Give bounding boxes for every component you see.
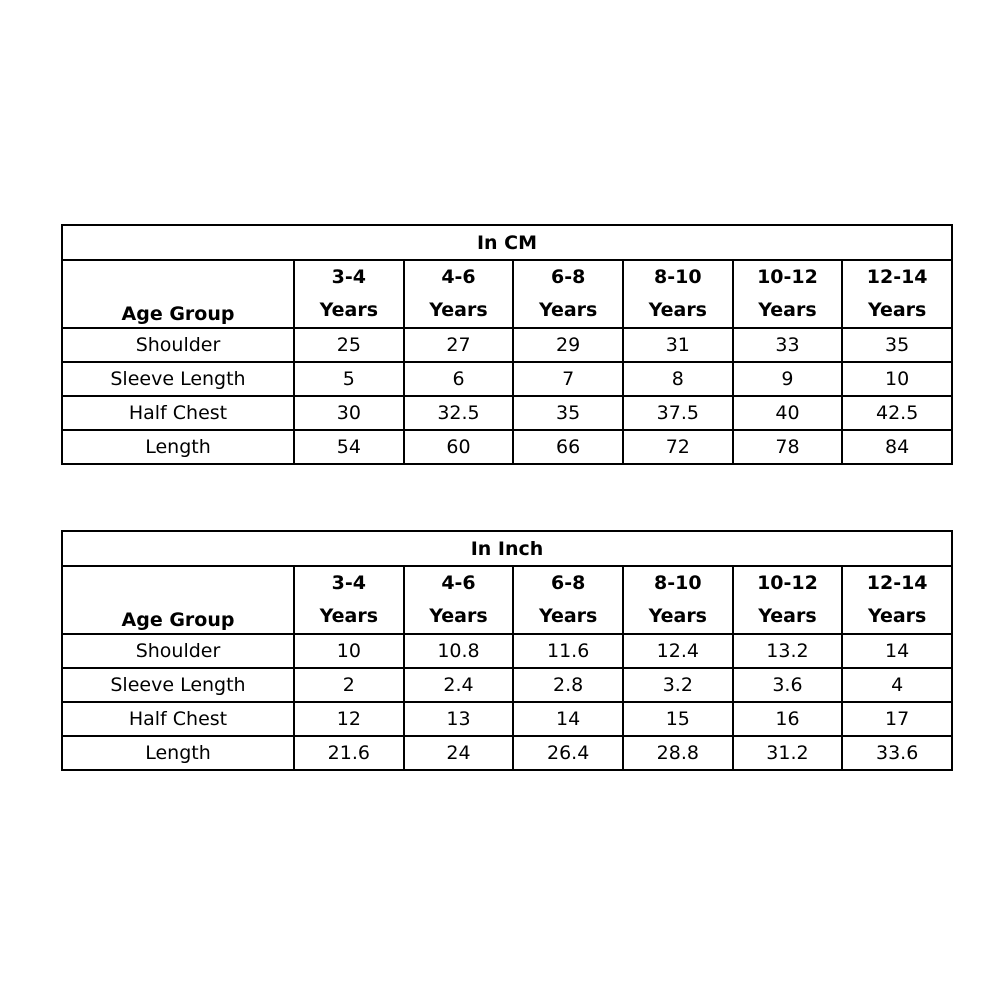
table-cell: 72 bbox=[623, 430, 733, 464]
row-label: Shoulder bbox=[62, 634, 294, 668]
table-cell: 2 bbox=[294, 668, 404, 702]
row-label: Half Chest bbox=[62, 396, 294, 430]
column-header: 4-6 Years bbox=[404, 260, 514, 328]
age-group-header: Age Group bbox=[62, 566, 294, 634]
table-cell: 2.4 bbox=[404, 668, 514, 702]
table-cell: 40 bbox=[733, 396, 843, 430]
table-cell: 30 bbox=[294, 396, 404, 430]
table-row bbox=[62, 328, 952, 362]
table-cell: 3.2 bbox=[623, 668, 733, 702]
table-row bbox=[62, 702, 952, 736]
table-cell: 37.5 bbox=[623, 396, 733, 430]
table-cell: 17 bbox=[842, 702, 952, 736]
table-cell: 9 bbox=[733, 362, 843, 396]
table-cell: 42.5 bbox=[842, 396, 952, 430]
size-table-cm bbox=[61, 224, 953, 465]
column-header: 4-6 Years bbox=[404, 566, 514, 634]
table-cell: 60 bbox=[404, 430, 514, 464]
table-row bbox=[62, 396, 952, 430]
table-cell: 32.5 bbox=[404, 396, 514, 430]
size-table-inch bbox=[61, 530, 953, 771]
table-cell: 25 bbox=[294, 328, 404, 362]
table-cell: 16 bbox=[733, 702, 843, 736]
column-header: 10-12 Years bbox=[733, 566, 843, 634]
table-cell: 84 bbox=[842, 430, 952, 464]
column-header: 8-10 Years bbox=[623, 260, 733, 328]
row-label: Half Chest bbox=[62, 702, 294, 736]
table-cell: 35 bbox=[513, 396, 623, 430]
table-cell: 4 bbox=[842, 668, 952, 702]
column-header: 12-14 Years bbox=[842, 260, 952, 328]
table-row bbox=[62, 634, 952, 668]
table-cell: 12.4 bbox=[623, 634, 733, 668]
table-cell: 29 bbox=[513, 328, 623, 362]
age-group-header: Age Group bbox=[62, 260, 294, 328]
table-cell: 10.8 bbox=[404, 634, 514, 668]
column-header: 10-12 Years bbox=[733, 260, 843, 328]
table-cell: 15 bbox=[623, 702, 733, 736]
column-header: 12-14 Years bbox=[842, 566, 952, 634]
column-header: 3-4 Years bbox=[294, 566, 404, 634]
table-cell: 10 bbox=[294, 634, 404, 668]
table-cell: 31 bbox=[623, 328, 733, 362]
table-cell: 27 bbox=[404, 328, 514, 362]
column-header: 6-8 Years bbox=[513, 566, 623, 634]
table-cell: 33.6 bbox=[842, 736, 952, 770]
table-row bbox=[62, 430, 952, 464]
row-label: Length bbox=[62, 430, 294, 464]
table-cell: 3.6 bbox=[733, 668, 843, 702]
table-cell: 14 bbox=[842, 634, 952, 668]
row-label: Sleeve Length bbox=[62, 362, 294, 396]
table-title: In CM bbox=[62, 225, 952, 260]
table-cell: 7 bbox=[513, 362, 623, 396]
table-cell: 6 bbox=[404, 362, 514, 396]
table-cell: 8 bbox=[623, 362, 733, 396]
column-header: 6-8 Years bbox=[513, 260, 623, 328]
table-cell: 5 bbox=[294, 362, 404, 396]
column-header: 3-4 Years bbox=[294, 260, 404, 328]
table-cell: 14 bbox=[513, 702, 623, 736]
table-cell: 28.8 bbox=[623, 736, 733, 770]
table-cell: 24 bbox=[404, 736, 514, 770]
row-label: Shoulder bbox=[62, 328, 294, 362]
table-row bbox=[62, 668, 952, 702]
table-cell: 31.2 bbox=[733, 736, 843, 770]
table-cell: 13.2 bbox=[733, 634, 843, 668]
table-cell: 33 bbox=[733, 328, 843, 362]
row-label: Sleeve Length bbox=[62, 668, 294, 702]
table-cell: 21.6 bbox=[294, 736, 404, 770]
table-cell: 12 bbox=[294, 702, 404, 736]
table-row bbox=[62, 362, 952, 396]
table-cell: 66 bbox=[513, 430, 623, 464]
table-cell: 10 bbox=[842, 362, 952, 396]
table-cell: 11.6 bbox=[513, 634, 623, 668]
table-cell: 2.8 bbox=[513, 668, 623, 702]
table-cell: 26.4 bbox=[513, 736, 623, 770]
table-title: In Inch bbox=[62, 531, 952, 566]
table-cell: 78 bbox=[733, 430, 843, 464]
table-cell: 35 bbox=[842, 328, 952, 362]
table-row bbox=[62, 736, 952, 770]
row-label: Length bbox=[62, 736, 294, 770]
table-cell: 54 bbox=[294, 430, 404, 464]
table-cell: 13 bbox=[404, 702, 514, 736]
column-header: 8-10 Years bbox=[623, 566, 733, 634]
